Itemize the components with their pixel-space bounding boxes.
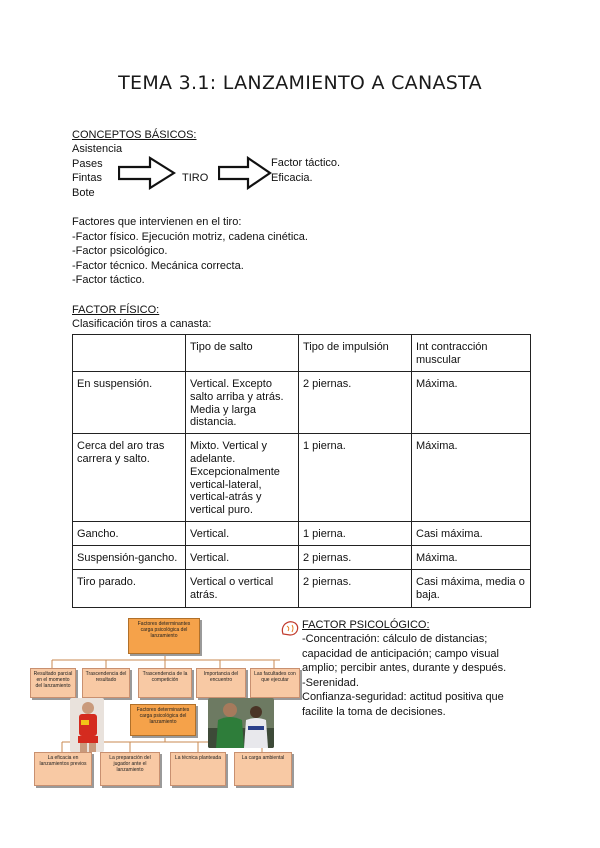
tiro-label: TIRO bbox=[182, 172, 209, 184]
table-row bbox=[73, 372, 531, 434]
diagram-node: La carga ambiental bbox=[234, 752, 292, 786]
factores-intro: Factores que intervienen en el tiro: bbox=[72, 216, 242, 228]
table-header-row bbox=[73, 335, 531, 372]
table-cell: 2 piernas. bbox=[299, 372, 412, 434]
conceptos-left-list bbox=[72, 142, 122, 200]
player-photo-left bbox=[70, 698, 104, 752]
diagram-node: La preparación del jugador ante el lanzamiento bbox=[100, 752, 160, 786]
table-cell: Máxima. bbox=[412, 372, 531, 434]
conceptos-item: Pases bbox=[72, 157, 103, 170]
psychological-factors-diagram bbox=[30, 616, 300, 796]
table-cell: Mixto. Vertical y adelante. Excepcionalmente vertical-lateral, vertical-atrás y vertical puro. bbox=[186, 434, 299, 522]
table-cell: 1 pierna. bbox=[299, 522, 412, 546]
table-cell: Vertical. bbox=[186, 522, 299, 546]
factores-item: -Factor físico. Ejecución motriz, cadena cinética. bbox=[72, 230, 308, 243]
conceptos-item: Eficacia. bbox=[271, 171, 313, 184]
table-header-cell: Int contracción muscular bbox=[412, 335, 531, 372]
table-cell: Vertical. Excepto salto arriba y atrás. Media y larga distancia. bbox=[186, 372, 299, 434]
factores-block bbox=[72, 215, 308, 288]
table-row bbox=[73, 434, 531, 522]
diagram-node: Las facultades con que ejecutar bbox=[250, 668, 300, 698]
psicologico-line: capacidad de anticipación; campo visual bbox=[302, 647, 499, 660]
table-cell: Vertical. bbox=[186, 546, 299, 570]
conceptos-item: Factor táctico. bbox=[271, 157, 341, 169]
table-row bbox=[73, 570, 531, 608]
psicologico-line: Confianza-seguridad: actitud positiva que bbox=[302, 691, 504, 704]
arrow-right-icon bbox=[118, 156, 176, 190]
tiros-table bbox=[72, 334, 531, 608]
table-header-cell: Tipo de salto bbox=[186, 335, 299, 372]
diagram-top-box: Factores determinantes carga psicológica del lanzamiento bbox=[128, 618, 200, 654]
table-cell: 2 piernas. bbox=[299, 570, 412, 608]
factores-item: -Factor técnico. Mecánica correcta. bbox=[72, 259, 244, 272]
arrow-right-icon bbox=[218, 156, 272, 190]
psicologico-line: -Concentración: cálculo de distancias; bbox=[302, 633, 488, 645]
diagram-node: Trascendencia del resultado bbox=[82, 668, 130, 698]
diagram-node: Trascendencia de la competición bbox=[138, 668, 192, 698]
psicologico-line: facilite la toma de decisiones. bbox=[302, 705, 446, 718]
factor-fisico-heading: FACTOR FÍSICO: bbox=[72, 304, 160, 316]
diagram-middle-box: Factores determinantes carga psicológica del lanzamiento bbox=[130, 704, 196, 736]
table-cell: 1 pierna. bbox=[299, 434, 412, 522]
conceptos-item: Fintas bbox=[72, 172, 102, 185]
factor-fisico-subheading: Clasificación tiros a canasta: bbox=[72, 318, 212, 330]
table-cell: Casi máxima, media o baja. bbox=[412, 570, 531, 608]
diagram-node: Importancia del encuentro bbox=[196, 668, 246, 698]
table-row bbox=[73, 522, 531, 546]
table-cell: Máxima. bbox=[412, 434, 531, 522]
table-cell: Máxima. bbox=[412, 546, 531, 570]
table-cell: Tiro parado. bbox=[73, 570, 186, 608]
psicologico-line: amplio; percibir antes, durante y después. bbox=[302, 662, 507, 675]
diagram-node: Resultado parcial en el momento del lanzamiento bbox=[30, 668, 76, 698]
table-cell: Gancho. bbox=[73, 522, 186, 546]
conceptos-item: Bote bbox=[72, 186, 95, 199]
table-cell: Cerca del aro tras carrera y salto. bbox=[73, 434, 186, 522]
table-cell: Suspensión-gancho. bbox=[73, 546, 186, 570]
players-photo-right bbox=[208, 698, 274, 748]
conceptos-right-list bbox=[271, 156, 340, 185]
conceptos-heading: CONCEPTOS BÁSICOS: bbox=[72, 129, 197, 141]
table-cell: Vertical o vertical atrás. bbox=[186, 570, 299, 608]
table-header-cell bbox=[73, 335, 186, 372]
page-title: TEMA 3.1: LANZAMIENTO A CANASTA bbox=[118, 72, 482, 94]
diagram-node: La técnica planteada bbox=[170, 752, 226, 786]
factores-item: -Factor táctico. bbox=[72, 274, 145, 287]
psicologico-line: -Serenidad. bbox=[302, 676, 359, 689]
diagram-node: La eficacia en lanzamientos previos bbox=[34, 752, 92, 786]
brain-logo-icon bbox=[280, 620, 300, 638]
table-header-cell: Tipo de impulsión bbox=[299, 335, 412, 372]
factor-psicologico-text bbox=[302, 632, 506, 720]
table-row bbox=[73, 546, 531, 570]
factores-item: -Factor psicológico. bbox=[72, 245, 168, 258]
conceptos-item: Asistencia bbox=[72, 143, 123, 155]
table-cell: En suspensión. bbox=[73, 372, 186, 434]
table-cell: 2 piernas. bbox=[299, 546, 412, 570]
table-cell: Casi máxima. bbox=[412, 522, 531, 546]
factor-psicologico-heading: FACTOR PSICOLÓGICO: bbox=[302, 619, 430, 631]
